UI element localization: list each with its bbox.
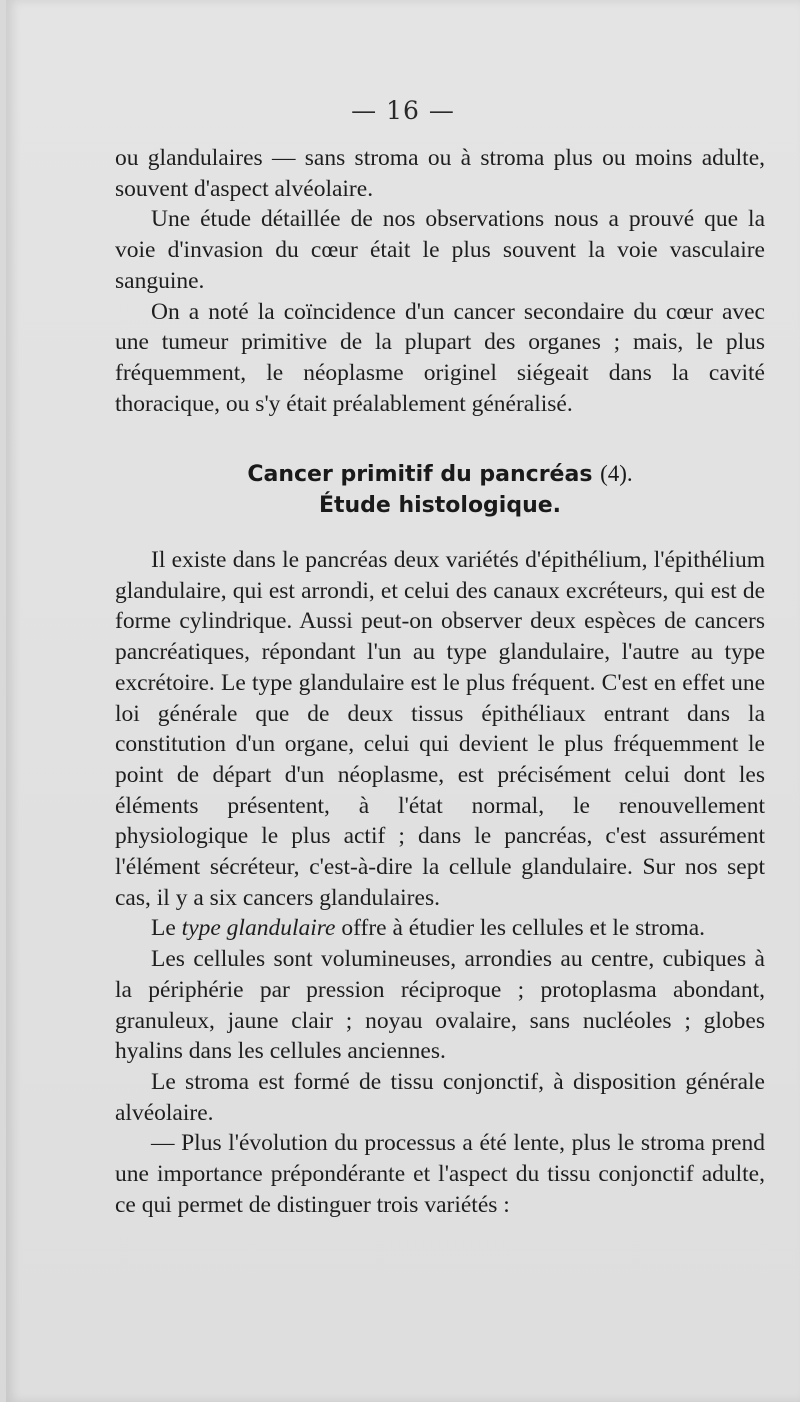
paragraph-coincidence: On a noté la coïncidence d'un cancer secondaire du cœur avec une tumeur primitive de la plupart des organes ; mais, le plus fréquemment, le néoplasme originel siégeait dans la cavité thoracique, ou s'y était préalablement généralisé. bbox=[115, 298, 765, 417]
text-segment: Le bbox=[151, 915, 182, 942]
section-footnote-ref: (4). bbox=[600, 461, 633, 486]
italic-term: type glandulaire bbox=[181, 915, 336, 942]
paragraph-epithelium: Il existe dans le pancréas deux variétés d'épithélium, l'épithélium glandulaire, qui est arrondi, et celui des canaux excréteurs, qui est de forme cylindrique. Aussi peut-on observer deux espèces de cancers pancréatiques, répondant l'un au type glandulaire, l'autre au type excrétoire. Le type glandulaire est le plus fréquent. C'est en effet une loi générale que de deux tissus épithéliaux entrant dans la constitution d'un organe, celui qui devient le plus fréquemment le point de départ d'un néoplasme, est précisément celui dont les éléments présentent, à l'état normal, le renouvellement physiologique le plus actif ; dans le pancréas, c'est assurément l'élément sécréteur, c'est-à-dire la cellule glandulaire. Sur nos sept cas, il y a six cancers glandulaires. bbox=[115, 547, 765, 911]
text-segment: offre à étudier les cellules et le stroma. bbox=[335, 915, 706, 942]
paragraph-continuation: ou glandulaires — sans stroma ou à stroma plus ou moins adulte, souvent d'aspect alvéolaire. bbox=[115, 145, 765, 202]
section-title-line1 bbox=[115, 458, 765, 490]
paragraph-stroma: Le stroma est formé de tissu conjonctif, à disposition générale alvéolaire. bbox=[115, 1068, 765, 1126]
section-heading bbox=[115, 458, 765, 521]
section-title: Cancer primitif du pancréas bbox=[247, 462, 593, 487]
section-subtitle: Étude histologique. bbox=[318, 493, 562, 518]
book-page bbox=[6, 0, 800, 1402]
paragraph-type-glandulaire bbox=[115, 913, 765, 944]
paragraph-evolution: — Plus l'évolution du processus a été lente, plus le stroma prend une importance prépondérante et l'aspect du tissu conjonctif adulte, ce qui permet de distinguer trois variétés : bbox=[115, 1130, 765, 1218]
body-text-block bbox=[115, 545, 765, 1220]
top-text-block bbox=[115, 143, 765, 419]
paragraph-cellules: Les cellules sont volumineuses, arrondies au centre, cubiques à la périphérie par pression réciproque ; protoplasma abondant, granuleux, jaune clair ; noyau ovalaire, sans nucléoles ; globes hyalins dans les cellules anciennes. bbox=[115, 946, 765, 1065]
page-number: — 16 — bbox=[351, 96, 455, 125]
paragraph-invasion: Une étude détaillée de nos observations nous a prouvé que la voie d'invasion du cœur était le plus souvent la voie vasculaire sanguine. bbox=[115, 206, 765, 294]
